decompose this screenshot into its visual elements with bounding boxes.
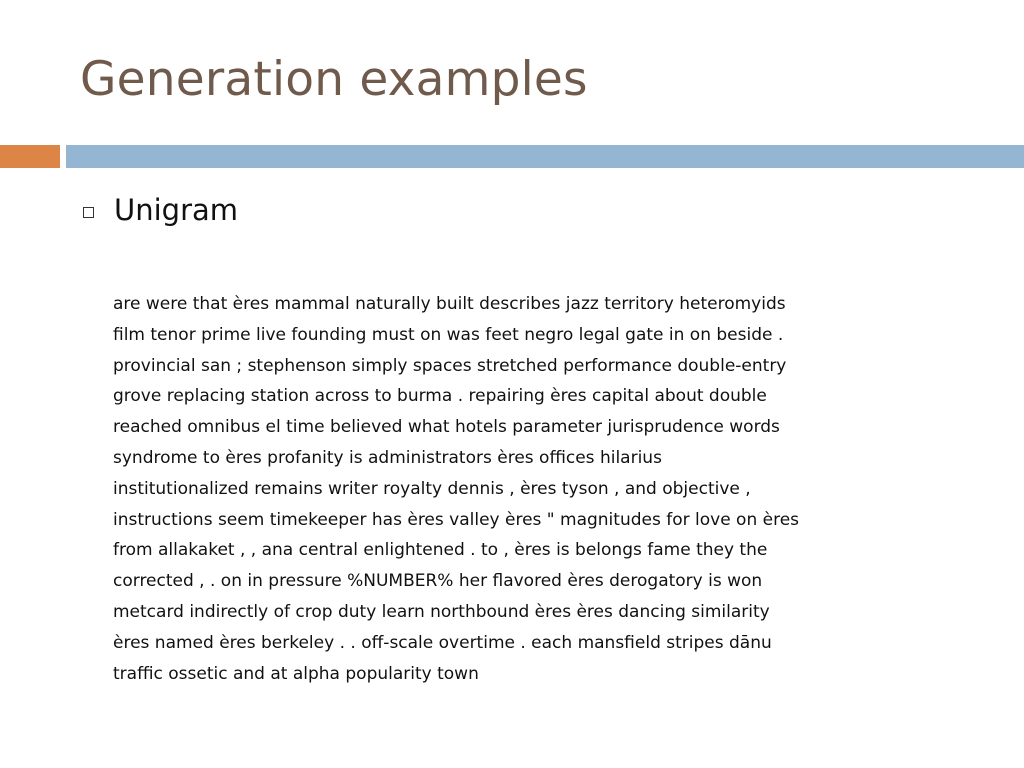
accent-bar-orange [0,145,60,168]
bullet-label: Unigram [114,193,239,227]
slide-title: Generation examples [80,52,588,107]
square-bullet-icon [83,207,94,218]
generated-text: are were that ères mammal naturally built describes jazz territory heteromyids film tenor prime live founding must on was feet negro legal gate in on beside . provincial san ; stephenson simply spaces stretched performance double-entry grove replacing station across to burma . repairing ères capital about double reached omnibus el time believed what hotels parameter jurisprudence words syndrome to ères profanity is administrators ères offices hilarius institutionalized remains writer royalty dennis , ères tyson , and objective , instructions seem timekeeper has ères valley ères " magnitudes for love on ères from allakaket , , ana central enlightened . to , ères is belongs fame they the corrected , . on in pressure %NUMBER% her flavored ères derogatory is won metcard indirectly of crop duty learn northbound ères ères dancing similarity ères named ères berkeley . . off-scale overtime . each mansfield stripes dānu traffic ossetic and at alpha popularity town [113,294,800,684]
accent-bar-blue [66,145,1024,168]
